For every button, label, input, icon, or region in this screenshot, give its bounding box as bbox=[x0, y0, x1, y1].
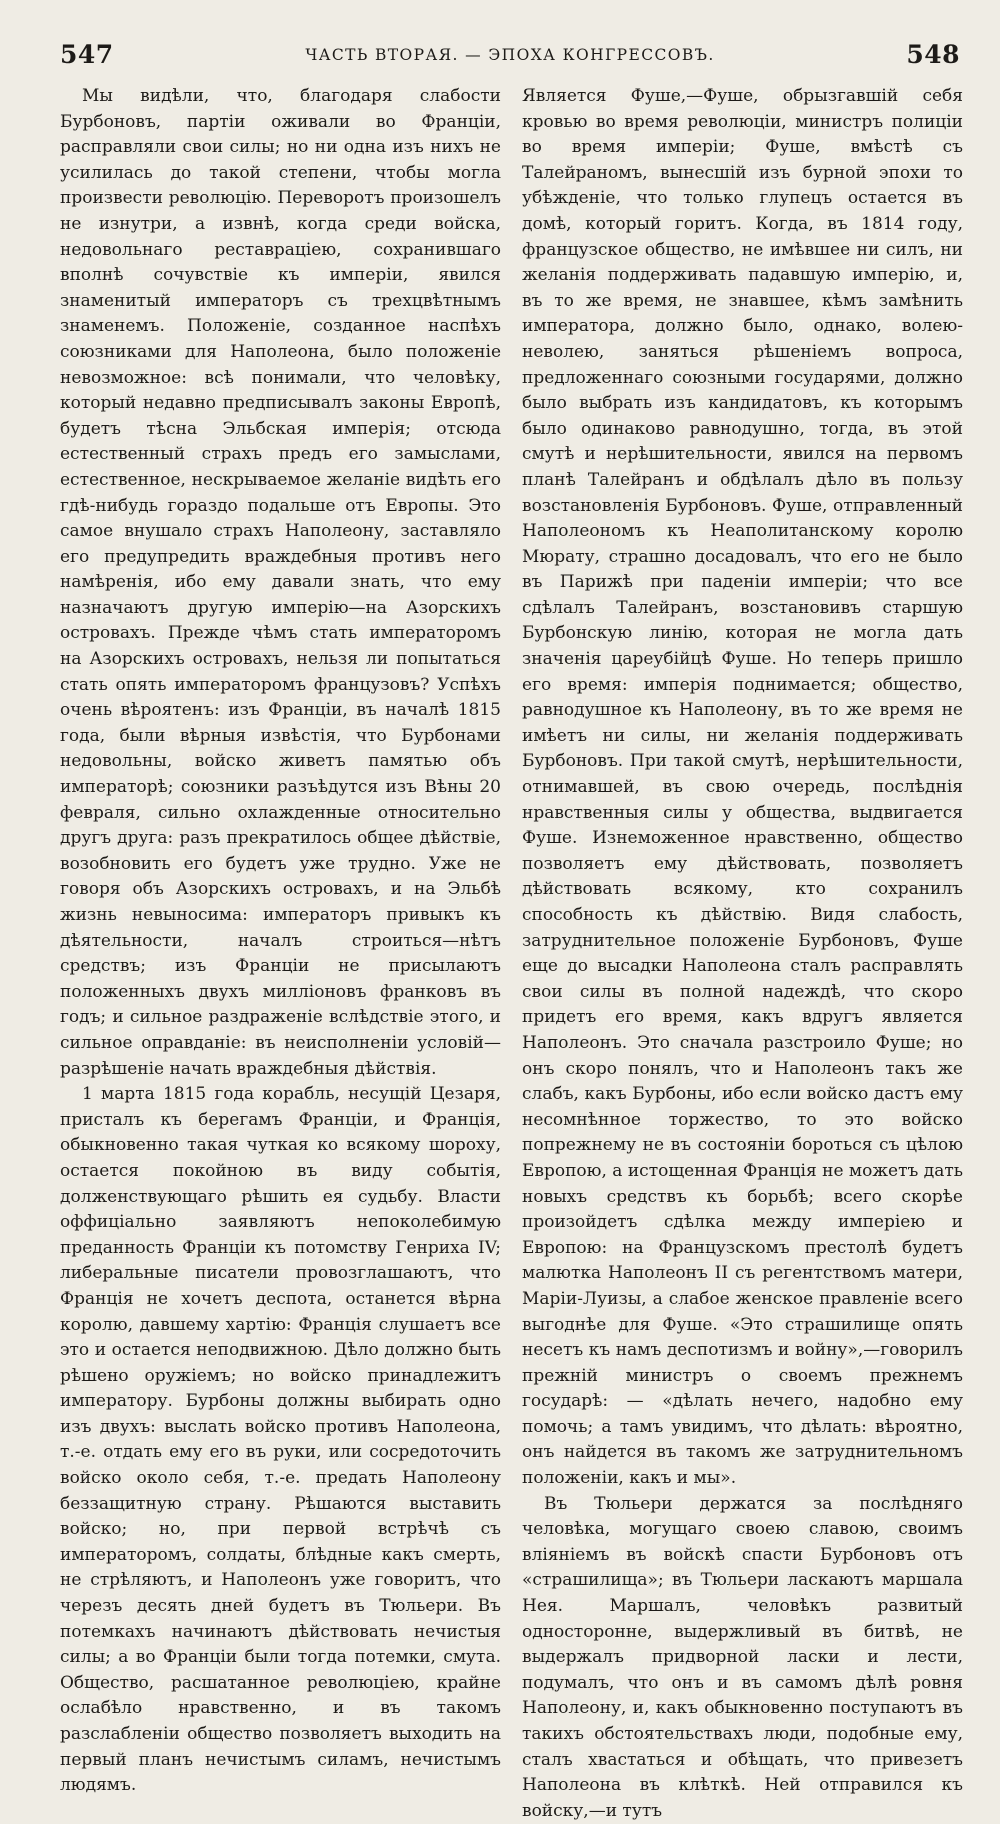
page-number-right: 548 bbox=[906, 40, 960, 69]
paragraph: 1 марта 1815 года корабль, несущій Цезаря, присталъ къ берегамъ Франціи, и Франція, обыкновенно такая чуткая ко всякому шороху, остается покойною въ виду событія, долженствующаго рѣшить ея судьбу. Власти оффиціально заявляютъ непоколебимую преданность Франціи къ потомству Генриха IV; либеральные писатели провозглашаютъ, что Франція не хочетъ деспота, останется вѣрна королю, давшему хартію: Франція слушаетъ все это и остается неподвижною. Дѣло должно быть рѣшено оружіемъ; но войско принадлежитъ императору. Бурбоны должны выбирать одно изъ двухъ: выслать войско противъ Наполеона, т.-е. отдать ему его въ руки, или сосредоточить войско около себя, т.-е. предать Наполеону беззащитную страну. Рѣшаются выставить войско; но, при первой встрѣчѣ съ императоромъ, солдаты, блѣдные какъ смерть, не стрѣляютъ, и Наполеонъ уже говоритъ, что черезъ десять дней будетъ въ Тюльери. Въ потемкахъ начинаютъ дѣйствовать нечистыя силы; а во Франціи были тогда потемки, смута. Общество, расшатанное революціею, крайне ослабѣло нравственно, и въ такомъ разслабленіи общество позволяетъ выходить на первый планъ нечистымъ силамъ, нечистымъ людямъ. bbox=[60, 1084, 501, 1796]
paragraph: Является Фуше,—Фуше, обрызгавшій себя кровью во время революціи, министръ полиціи во время имперіи; Фуше, вмѣстѣ съ Талейраномъ, вынесшій изъ бурной эпохи то убѣжденіе, что только глупецъ остается въ домѣ, который горитъ. Когда, въ 1814 году, французское общество, не имѣвшее ни силъ, ни желанія поддерживать падавшую имперію, и, въ то же время, не знавшее, кѣмъ замѣнить императора, должно было, однако, волею-неволею, заняться рѣшеніемъ вопроса, предложеннаго союзными государями, должно было выбрать изъ кандидатовъ, къ которымъ было одинаково равнодушно, тогда, въ этой смутѣ и нерѣшительности, явился на первомъ планѣ Талейранъ и обдѣлалъ дѣло въ пользу возстановленія Бурбоновъ. Фуше, отправленный Наполеономъ къ Неаполитанскому королю Мюрату, страшно досадовалъ, что его не было въ Парижѣ при паденіи имперіи; что все сдѣлалъ Талейранъ, возстановивъ старшую Бурбонскую линію, которая не могла дать значенія цареубійцѣ Фуше. Но теперь пришло его время: имперія поднимается; общество, равнодушное къ Наполеону, въ то же время не имѣетъ ни силы, ни желанія поддерживать Бурбоновъ. При такой смутѣ, нерѣшительности, отнимавшей, въ свою очередь, послѣднія нравственныя силы у общества, выдвигается Фуше. Изнеможенное нравственно, общество позволяетъ ему дѣйствовать, позволяетъ дѣйствовать всякому, кто сохранилъ способность къ дѣйствію. Видя слабость, затруднительное положеніе Бурбоновъ, Фуше еще до высадки Наполеона сталъ расправлять свои силы въ полной надеждѣ, что скоро придетъ его время, какъ вдругъ является Наполеонъ. Это сначала разстроило Фуше; но онъ скоро понялъ, что и Наполеонъ такъ же слабъ, какъ Бурбоны, ибо если войско дастъ ему несомнѣнное торжество, то это войско попрежнему не въ состояніи бороться съ цѣлою Европою, а истощенная Франція не можетъ дать новыхъ средствъ къ борьбѣ; всего скорѣе произойдетъ сдѣлка между имперіею и Европою: на Французскомъ престолѣ будетъ малютка Наполеонъ II съ регентствомъ матери, Маріи-Луизы, а слабое женское правленіе всего выгоднѣе для Фуше. «Это страшилище опять несетъ къ намъ деспотизмъ и войну»,—говорилъ прежній министръ о своемъ прежнемъ государѣ: — «дѣлать нечего, надобно ему помочь; а тамъ увидимъ, что дѣлать: вѣроятно, онъ найдется въ такомъ же затруднительномъ положеніи, какъ и мы». bbox=[522, 86, 963, 1489]
text-column-left bbox=[60, 84, 501, 1796]
page-number-left: 547 bbox=[60, 40, 114, 69]
text-column-right bbox=[522, 84, 963, 1821]
running-header bbox=[60, 40, 960, 72]
paragraph: Мы видѣли, что, благодаря слабости Бурбоновъ, партіи оживали во Франціи, расправляли свои силы; но ни одна изъ нихъ не усилилась до такой степени, чтобы могла произвести революцію. Переворотъ произошелъ не изнутри, а извнѣ, когда среди войска, недовольнаго реставраціею, сохранившаго вполнѣ сочувствіе къ имперіи, явился знаменитый императоръ съ трехцвѣтнымъ знаменемъ. Положеніе, созданное наспѣхъ союзниками для Наполеона, было положеніе невозможное: всѣ понимали, что человѣку, который недавно предписывалъ законы Европѣ, будетъ тѣсна Эльбская имперія; отсюда естественный страхъ предъ его замыслами, естественное, нескрываемое желаніе видѣть его гдѣ-нибудь гораздо подальше отъ Европы. Это самое внушало страхъ Наполеону, заставляло его предупредить враждебныя противъ него намѣренія, ибо ему давали знать, что ему назначаютъ другую имперію—на Азорскихъ островахъ. Прежде чѣмъ стать императоромъ на Азорскихъ островахъ, нельзя ли попытаться стать опять императоромъ французовъ? Успѣхъ очень вѣроятенъ: изъ Франціи, въ началѣ 1815 года, были вѣрныя извѣстія, что Бурбонами недовольны, войско живетъ памятью объ императорѣ; союзники разъѣдутся изъ Вѣны 20 февраля, сильно охлажденные относительно другъ друга: разъ прекратилось общее дѣйствіе, возобновить его будетъ уже трудно. Уже не говоря объ Азорскихъ островахъ, и на Эльбѣ жизнь невыносима: императоръ привыкъ къ дѣятельности, началъ строиться—нѣтъ средствъ; изъ Франціи не присылаютъ положенныхъ двухъ милліоновъ франковъ въ годъ; и сильное раздраженіе вслѣдствіе этого, и сильное оправданіе: въ неисполненіи условій—разрѣшеніе начать враждебныя дѣйствія. bbox=[60, 86, 501, 1079]
paragraph: Въ Тюльери держатся за послѣдняго человѣка, могущаго своею славою, своимъ вліяніемъ въ войскѣ спасти Бурбоновъ отъ «страшилища»; въ Тюльери ласкаютъ маршала Нея. Маршалъ, человѣкъ развитый односторонне, выдержливый въ битвѣ, не выдержалъ придворной ласки и лести, подумалъ, что онъ и въ самомъ дѣлѣ ровня Наполеону, и, какъ обыкновенно поступаютъ въ такихъ обстоятельствахъ люди, подобные ему, сталъ хвастаться и обѣщать, что привезетъ Наполеона въ клѣткѣ. Ней отправился къ войску,—и тутъ bbox=[522, 1493, 963, 1821]
running-title: ЧАСТЬ ВТОРАЯ. — ЭПОХА КОНГРЕССОВЪ. bbox=[305, 46, 715, 64]
